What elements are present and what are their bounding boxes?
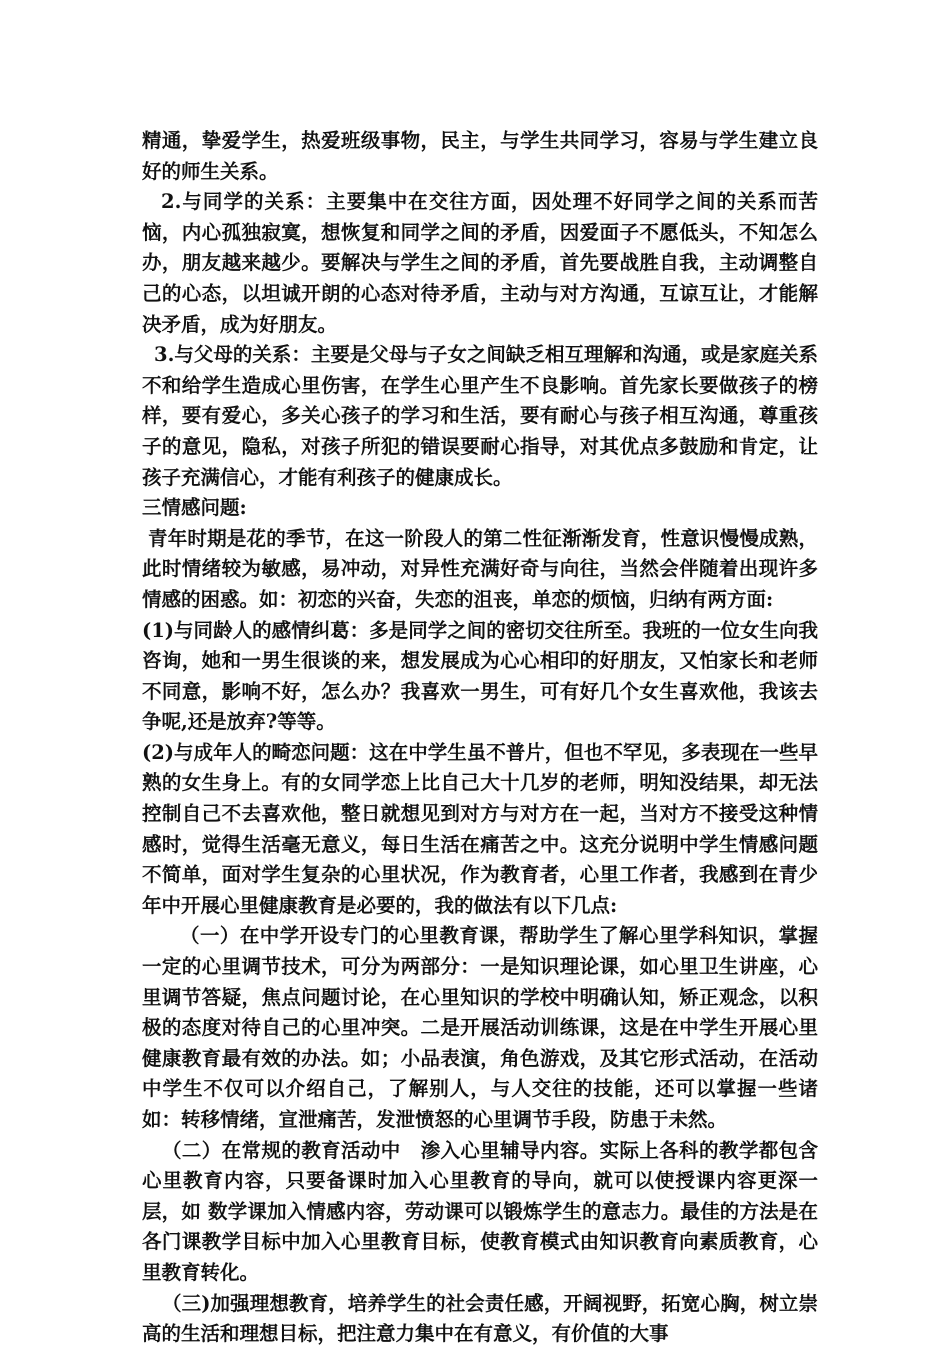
section-heading-emotion: 三情感问题: bbox=[142, 496, 247, 520]
paragraph-method-one: （一）在中学开设专门的心里教育课，帮助学生了解心里学科知识，掌握一定的心里调节技术，可分为两部分：一是知识理论课，如心里卫生讲座，心里调节答疑，焦点问题讨论，在心里知识的学校中明确认知，矫正观念，以积极的态度对待自己的心里冲突。二是开展活动训练课，这是在中学生开展心里健康教育最有效的办法。如；小品表演，角色游戏，及其它形式活动，在活动中学生不仅可以介绍自己，了解别人，与人交往的技能，还可以掌握一些诸如：转移情绪，宣泄痛苦，发泄愤怒的心里调节手段，防患于未然。 bbox=[142, 924, 818, 1131]
paragraph-method-two: （二）在常规的教育活动中 渗入心里辅导内容。实际上各科的教学都包含心里教育内容，只要备课时加入心里教育的导向，就可以使授课内容更深一层，如 数学课加入情感内容，劳动课可以锻炼学生的意志力。最佳的方法是在各门课教学目标中加入心里教育目标，使教育模式由知识教育向素质教育，心里教育转化。 bbox=[142, 1138, 818, 1284]
document-page bbox=[142, 126, 818, 1350]
paragraph-teacher-relation-end: 精通，挚爱学生，热爱班级事物，民主，与学生共同学习，容易与学生建立良好的师生关系。 bbox=[142, 129, 818, 183]
paragraph-youth-emotion: 青年时期是花的季节，在这一阶段人的第二性征渐渐发育，性意识慢慢成熟，此时情绪较为敏感，易冲动，对异性充满好奇与向往，当然会伴随着出现许多情感的困惑。如：初恋的兴奋，失恋的沮丧，单恋的烦恼，归纳有两方面: bbox=[142, 526, 818, 611]
paragraph-parent-relation: 3.与父母的关系：主要是父母与子女之间缺乏相互理解和沟通，或是家庭关系不和给学生造成心里伤害，在学生心里产生不良影响。首先家长要做孩子的榜样，要有爱心，多关心孩子的学习和生活，要有耐心与孩子相互沟通，尊重孩子的意见，隐私，对孩子所犯的错误要耐心指导，对其优点多鼓励和肯定，让孩子充满信心，才能有利孩子的健康成长。 bbox=[142, 343, 818, 489]
paragraph-adult-emotion: (2)与成年人的畸恋问题：这在中学生虽不普片，但也不罕见，多表现在一些早熟的女生身上。有的女同学恋上比自己大十几岁的老师，明知没结果，却无法控制自己不去喜欢他，整日就想见到对方与对方在一起，当对方不接受这种情感时，觉得生活毫无意义，每日生活在痛苦之中。这充分说明中学生情感问题不简单，面对学生复杂的心里状况，作为教育者，心里工作者，我感到在青少年中开展心里健康教育是必要的，我的做法有以下几点: bbox=[142, 740, 818, 917]
paragraph-peer-emotion: (1)与同龄人的感情纠葛：多是同学之间的密切交往所至。我班的一位女生向我咨询，她和一男生很谈的来，想发展成为心心相印的好朋友，又怕家长和老师不同意，影响不好，怎么办？我喜欢一男生，可有好几个女生喜欢他，我该去争呢,还是放弃?等等。 bbox=[142, 618, 818, 734]
paragraph-method-three: （三)加强理想教育，培养学生的社会责任感，开阔视野，拓宽心胸，树立崇高的生活和理想目标，把注意力集中在有意义，有价值的大事 bbox=[142, 1291, 818, 1346]
paragraph-classmate-relation: 2.与同学的关系：主要集中在交往方面，因处理不好同学之间的关系而苦恼，内心孤独寂寞，想恢复和同学之间的矛盾，因爱面子不愿低头，不知怎么办，朋友越来越少。要解决与学生之间的矛盾，首先要战胜自我，主动调整自己的心态，以坦诚开朗的心态对待矛盾，主动与对方沟通，互谅互让，才能解决矛盾，成为好朋友。 bbox=[142, 190, 818, 336]
